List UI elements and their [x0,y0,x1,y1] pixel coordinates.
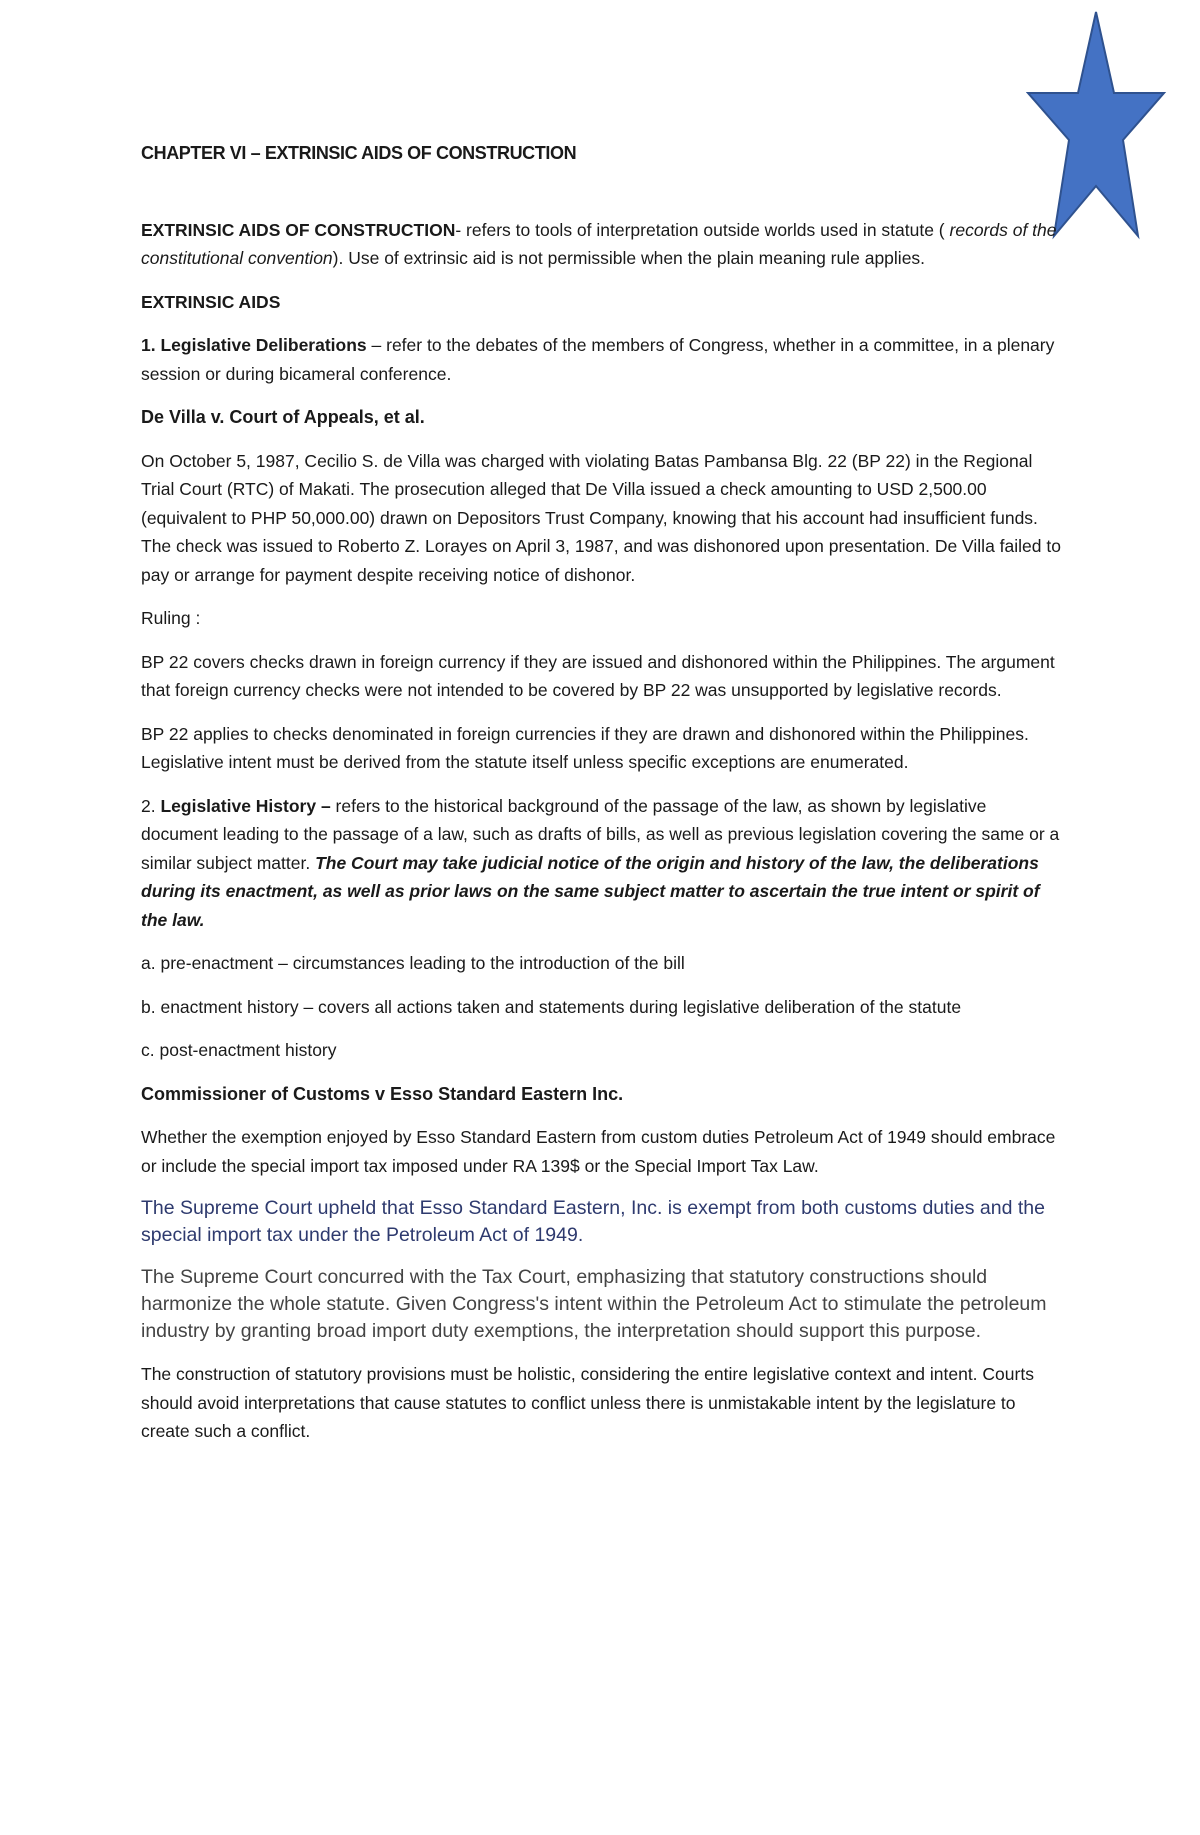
item1-text: – refer to the debates of the members of Congress, whether in a committee, in a plenary session or during bicameral conference. [141,335,1055,384]
definition-text-2: ). Use of extrinsic aid is not permissible when the plain meaning rule applies. [332,248,926,268]
subitem-post-enactment: c. post-enactment history [141,1040,337,1060]
document-body [141,139,1066,1461]
item1-number: 1. [141,335,161,355]
case2-title: Commissioner of Customs v Esso Standard Eastern Inc. [141,1083,624,1104]
item2-emphasis: The Court may take judicial notice of the origin and history of the law, the deliberations during its enactment, as well as prior laws on the same subject matter to ascertain the true intent or spirit of the law. [141,852,1040,930]
case1-facts: On October 5, 1987, Cecilio S. de Villa was charged with violating Batas Pambansa Blg. 22 (BP 22) in the Regional Trial Court (RTC) of Makati. The prosecution alleged that De Villa issued a check amounting to USD 2,500.00 (equivalent to PHP 50,000.00) drawn on Depositors Trust Company, knowing that his account had insufficient funds. The check was issued to Roberto Z. Lorayes on April 3, 1987, and was dishonored upon presentation. De Villa failed to pay or arrange for payment despite receiving notice of dishonor. [141,450,1061,585]
case2-principle: The construction of statutory provisions must be holistic, considering the entire legislative context and intent. Courts should avoid interpretations that cause statutes to conflict unless there is unmistakable intent by the legislature to create such a conflict. [141,1364,1034,1441]
definition-italic: records of the constitutional convention [141,219,1057,268]
case1-title: De Villa v. Court of Appeals, et al. [141,407,425,427]
section-heading: EXTRINSIC AIDS [141,291,281,312]
definition-paragraph [141,216,1066,273]
definition-text-1: - refers to tools of interpretation outside worlds used in statute ( [455,219,945,240]
case2-reasoning: The Supreme Court concurred with the Tax Court, emphasizing that statutory constructions should harmonize the whole statute. Given Congress's intent within the Petroleum Act to stimulate the petroleum industry by granting broad import duty exemptions, the interpretation should support this purpose. [141,1266,1047,1342]
case1-ruling-label: Ruling : [141,608,201,628]
item1-term: Legislative Deliberations [160,335,367,355]
chapter-title: CHAPTER VI – EXTRINSIC AIDS OF CONSTRUCTION [141,143,577,163]
case1-ruling-paragraph-1: BP 22 covers checks drawn in foreign currency if they are issued and dishonored within the Philippines. The argument that foreign currency checks were not intended to be covered by BP 22 was unsupported by legislative records. [141,651,1055,700]
subitem-enactment-history: b. enactment history – covers all actions taken and statements during legislative deliberation of the statute [141,996,962,1017]
item2-number: 2. [141,795,161,816]
case2-holding: The Supreme Court upheld that Esso Standard Eastern, Inc. is exempt from both customs duties and the special import tax under the Petroleum Act of 1949. [141,1197,1045,1246]
definition-term: EXTRINSIC AIDS OF CONSTRUCTION [141,219,456,240]
item2-text: refers to the historical background of the passage of the law, as shown by legislative document leading to the passage of a law, such as drafts of bills, as well as previous legislation covering the same or a similar subject matter. [141,795,1060,873]
subitem-pre-enactment: a. pre-enactment – circumstances leading to the introduction of the bill [141,953,685,973]
case2-issue: Whether the exemption enjoyed by Esso Standard Eastern from custom duties Petroleum Act of 1949 should embrace or include the special import tax imposed under RA 139$ or the Special Import Tax Law. [141,1127,1056,1176]
item2-term: Legislative History – [160,795,331,816]
item-legislative-deliberations [141,331,1066,388]
case1-ruling-paragraph-2: BP 22 applies to checks denominated in foreign currencies if they are drawn and dishonored within the Philippines. Legislative intent must be derived from the statute itself unless specific exceptions are enumerated. [141,723,1029,772]
item-legislative-history [141,792,1066,935]
